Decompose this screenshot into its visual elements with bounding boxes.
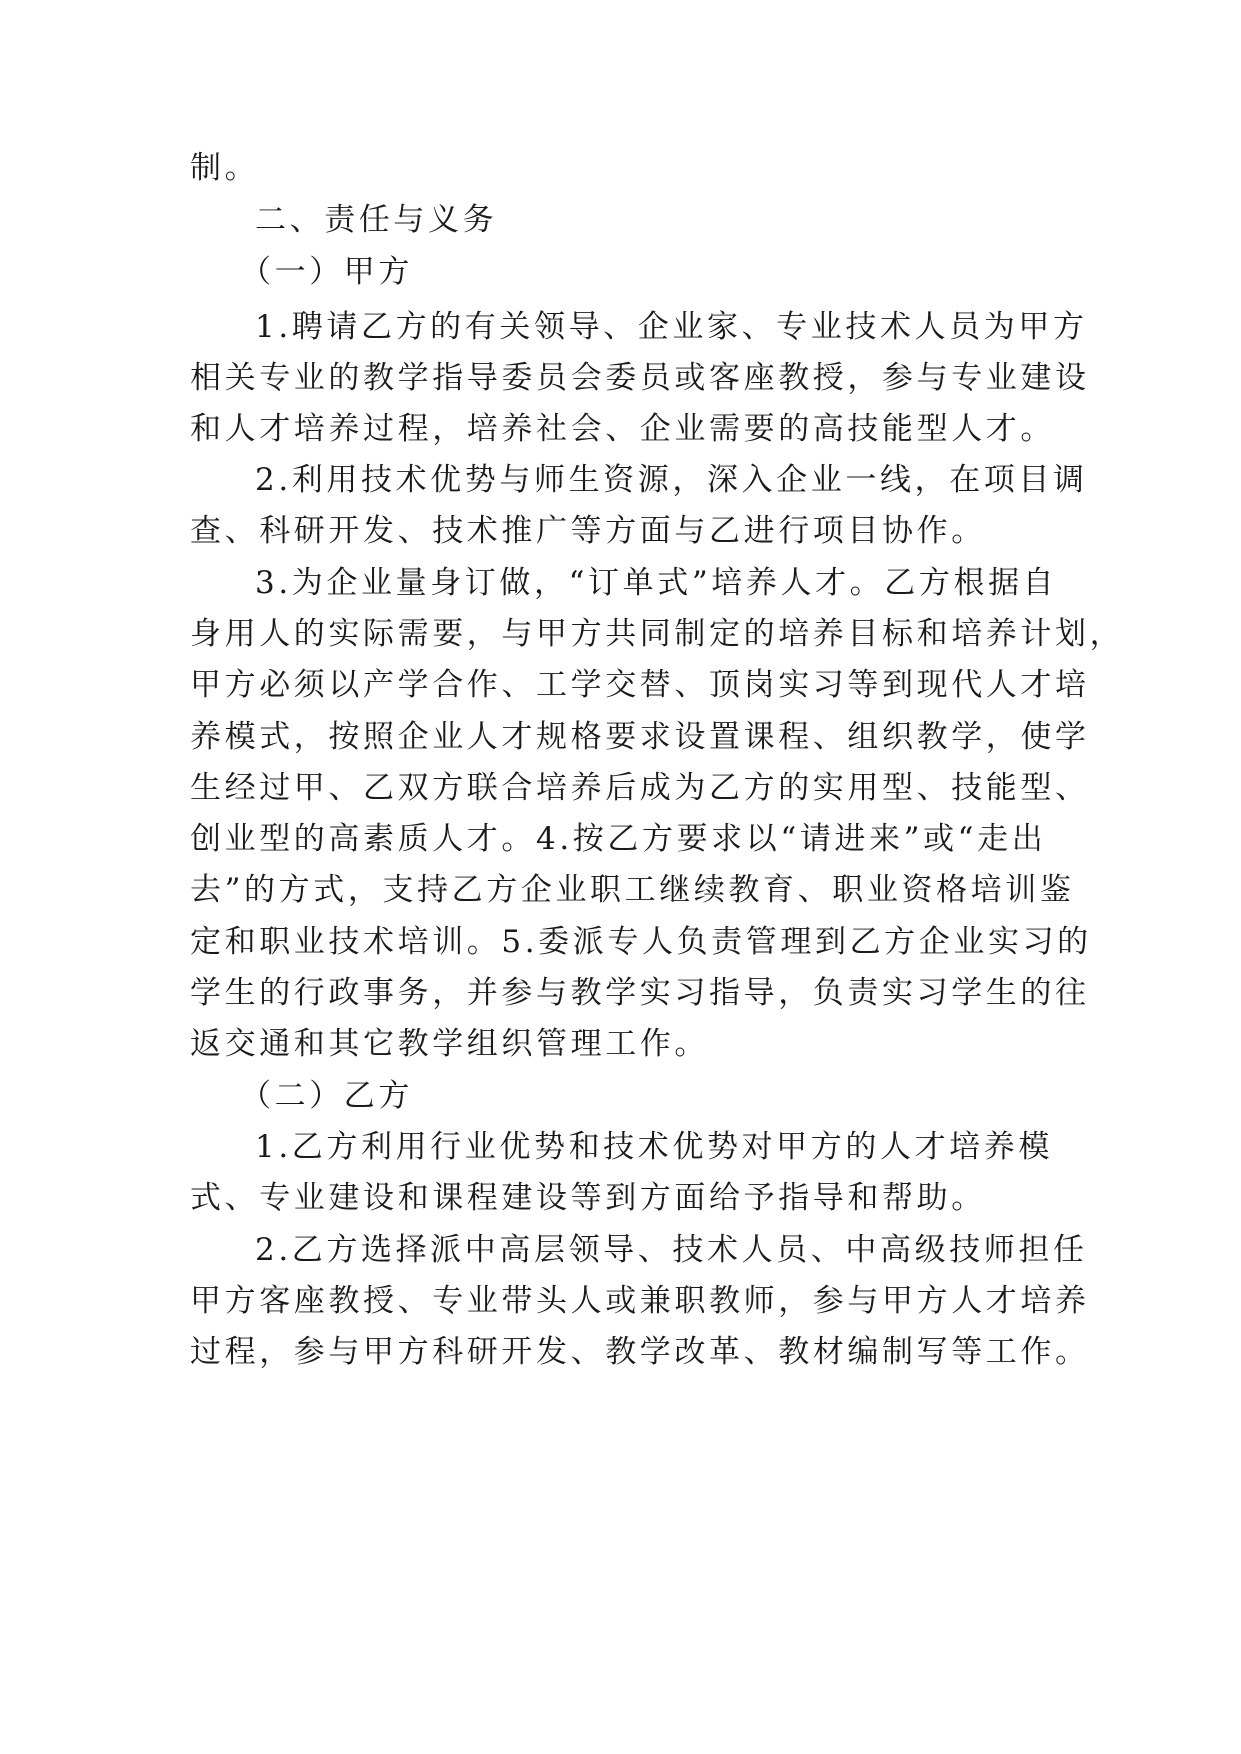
text-line: 甲方必须以产学合作、工学交替、顶岗实习等到现代人才培 xyxy=(190,667,1090,703)
text-line: 式、专业建设和课程建设等到方面给予指导和帮助。 xyxy=(190,1180,986,1216)
section-heading: 二、责任与义务 xyxy=(255,202,498,238)
text-line: 查、科研开发、技术推广等方面与乙进行项目协作。 xyxy=(190,513,986,549)
text-line: 学生的行政事务，并参与教学实习指导，负责实习学生的往 xyxy=(190,975,1090,1011)
text-line: 创业型的高素质人才。4.按乙方要求以“请进来”或“走出 xyxy=(190,821,1047,857)
text-line: 3.为企业量身订做，“订单式”培养人才。乙方根据自 xyxy=(255,565,1058,601)
text-line: 过程，参与甲方科研开发、教学改革、教材编制写等工作。 xyxy=(190,1334,1090,1370)
text-line: 生经过甲、乙双方联合培养后成为乙方的实用型、技能型、 xyxy=(190,770,1090,806)
text-line: 甲方客座教授、专业带头人或兼职教师，参与甲方人才培养 xyxy=(190,1283,1090,1319)
text-line: 2.利用技术优势与师生资源，深入企业一线，在项目调 xyxy=(255,462,1088,498)
text-line: 和人才培养过程，培养社会、企业需要的高技能型人才。 xyxy=(190,411,1055,447)
subsection-heading: （二）乙方 xyxy=(240,1078,413,1114)
text-line: 1.聘请乙方的有关领导、企业家、专业技术人员为甲方 xyxy=(255,309,1088,345)
text-line: 2.乙方选择派中高层领导、技术人员、中高级技师担任 xyxy=(255,1232,1088,1268)
subsection-heading: （一）甲方 xyxy=(240,254,413,290)
text-line: 制。 xyxy=(190,150,260,186)
text-line: 返交通和其它教学组织管理工作。 xyxy=(190,1026,709,1062)
text-line: 去”的方式，支持乙方企业职工继续教育、职业资格培训鉴 xyxy=(190,872,1075,908)
text-line: 养模式，按照企业人才规格要求设置课程、组织教学，使学 xyxy=(190,719,1090,755)
text-line: 1.乙方利用行业优势和技术优势对甲方的人才培养模 xyxy=(255,1129,1053,1165)
text-line: 定和职业技术培训。5.委派专人负责管理到乙方企业实习的 xyxy=(190,924,1092,960)
text-line: 相关专业的教学指导委员会委员或客座教授，参与专业建设 xyxy=(190,360,1090,396)
text-line: 身用人的实际需要，与甲方共同制定的培养目标和培养计划， xyxy=(190,616,1125,652)
